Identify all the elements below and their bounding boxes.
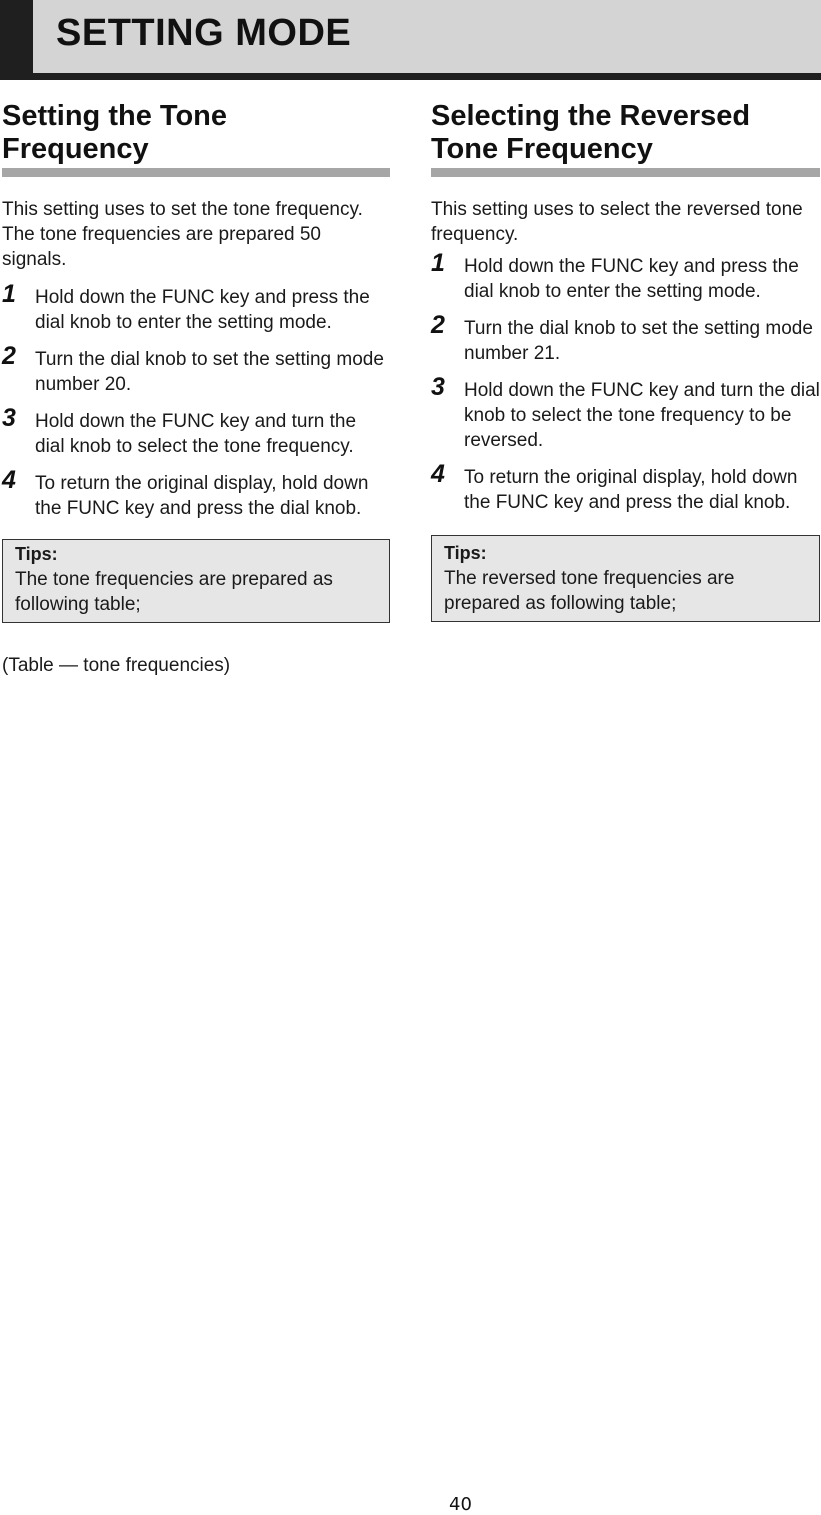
step-text: Hold down the FUNC key and press the dial knob to enter the setting mode. [464,256,799,302]
section-header [0,0,821,80]
step-number: 3 [431,373,445,401]
left-tips-box [2,539,390,623]
right-column [431,100,820,622]
section-header-rule [0,73,821,80]
right-step-3 [431,373,820,453]
left-step-1 [2,280,390,335]
left-step-4 [2,466,390,521]
step-number: 4 [2,466,16,494]
table-caption: (Table — tone frequencies) [2,655,231,676]
step-number: 4 [431,460,445,488]
step-number: 1 [2,280,16,308]
right-steps [431,249,820,515]
section-tab-marker [0,0,33,80]
page-number: 40 [449,1494,472,1515]
tips-text: The tone frequencies are prepared as following table; [15,569,333,615]
step-number: 2 [2,342,16,370]
right-step-1 [431,249,820,304]
right-tips-box [431,535,820,622]
left-column [2,100,390,678]
section-title: SETTING MODE [56,12,352,54]
step-text: Hold down the FUNC key and turn the dial knob to select the tone frequency. [35,411,357,457]
step-text: Turn the dial knob to set the setting mode number 21. [464,318,813,364]
tips-label: Tips: [15,544,58,564]
left-heading-line2: Frequency [2,133,149,165]
right-heading-rule [431,168,820,177]
step-text: To return the original display, hold down the FUNC key and press the dial knob. [464,467,798,513]
right-heading-line2: Tone Frequency [431,133,653,165]
left-heading [2,100,390,166]
step-number: 1 [431,249,445,277]
left-heading-line1: Setting the Tone [2,100,228,132]
left-step-2 [2,342,390,397]
step-number: 3 [2,404,16,432]
left-heading-rule [2,168,390,177]
step-text: Turn the dial knob to set the setting mode number 20. [35,349,384,395]
tips-label: Tips: [444,543,487,563]
right-step-4 [431,460,820,515]
step-text: To return the original display, hold down the FUNC key and press the dial knob. [35,473,369,519]
right-step-2 [431,311,820,366]
right-heading [431,100,820,166]
step-text: Hold down the FUNC key and turn the dial knob to select the tone frequency to be reversed. [464,380,820,451]
step-text: Hold down the FUNC key and press the dial knob to enter the setting mode. [35,287,370,333]
left-step-3 [2,404,390,459]
left-intro: This setting uses to set the tone frequency. The tone frequencies are prepared 50 signals. [2,199,363,270]
step-number: 2 [431,311,445,339]
right-intro: This setting uses to select the reversed tone frequency. [431,199,803,245]
tips-text: The reversed tone frequencies are prepared as following table; [444,568,735,614]
right-heading-line1: Selecting the Reversed [431,100,751,132]
left-steps [2,280,390,521]
